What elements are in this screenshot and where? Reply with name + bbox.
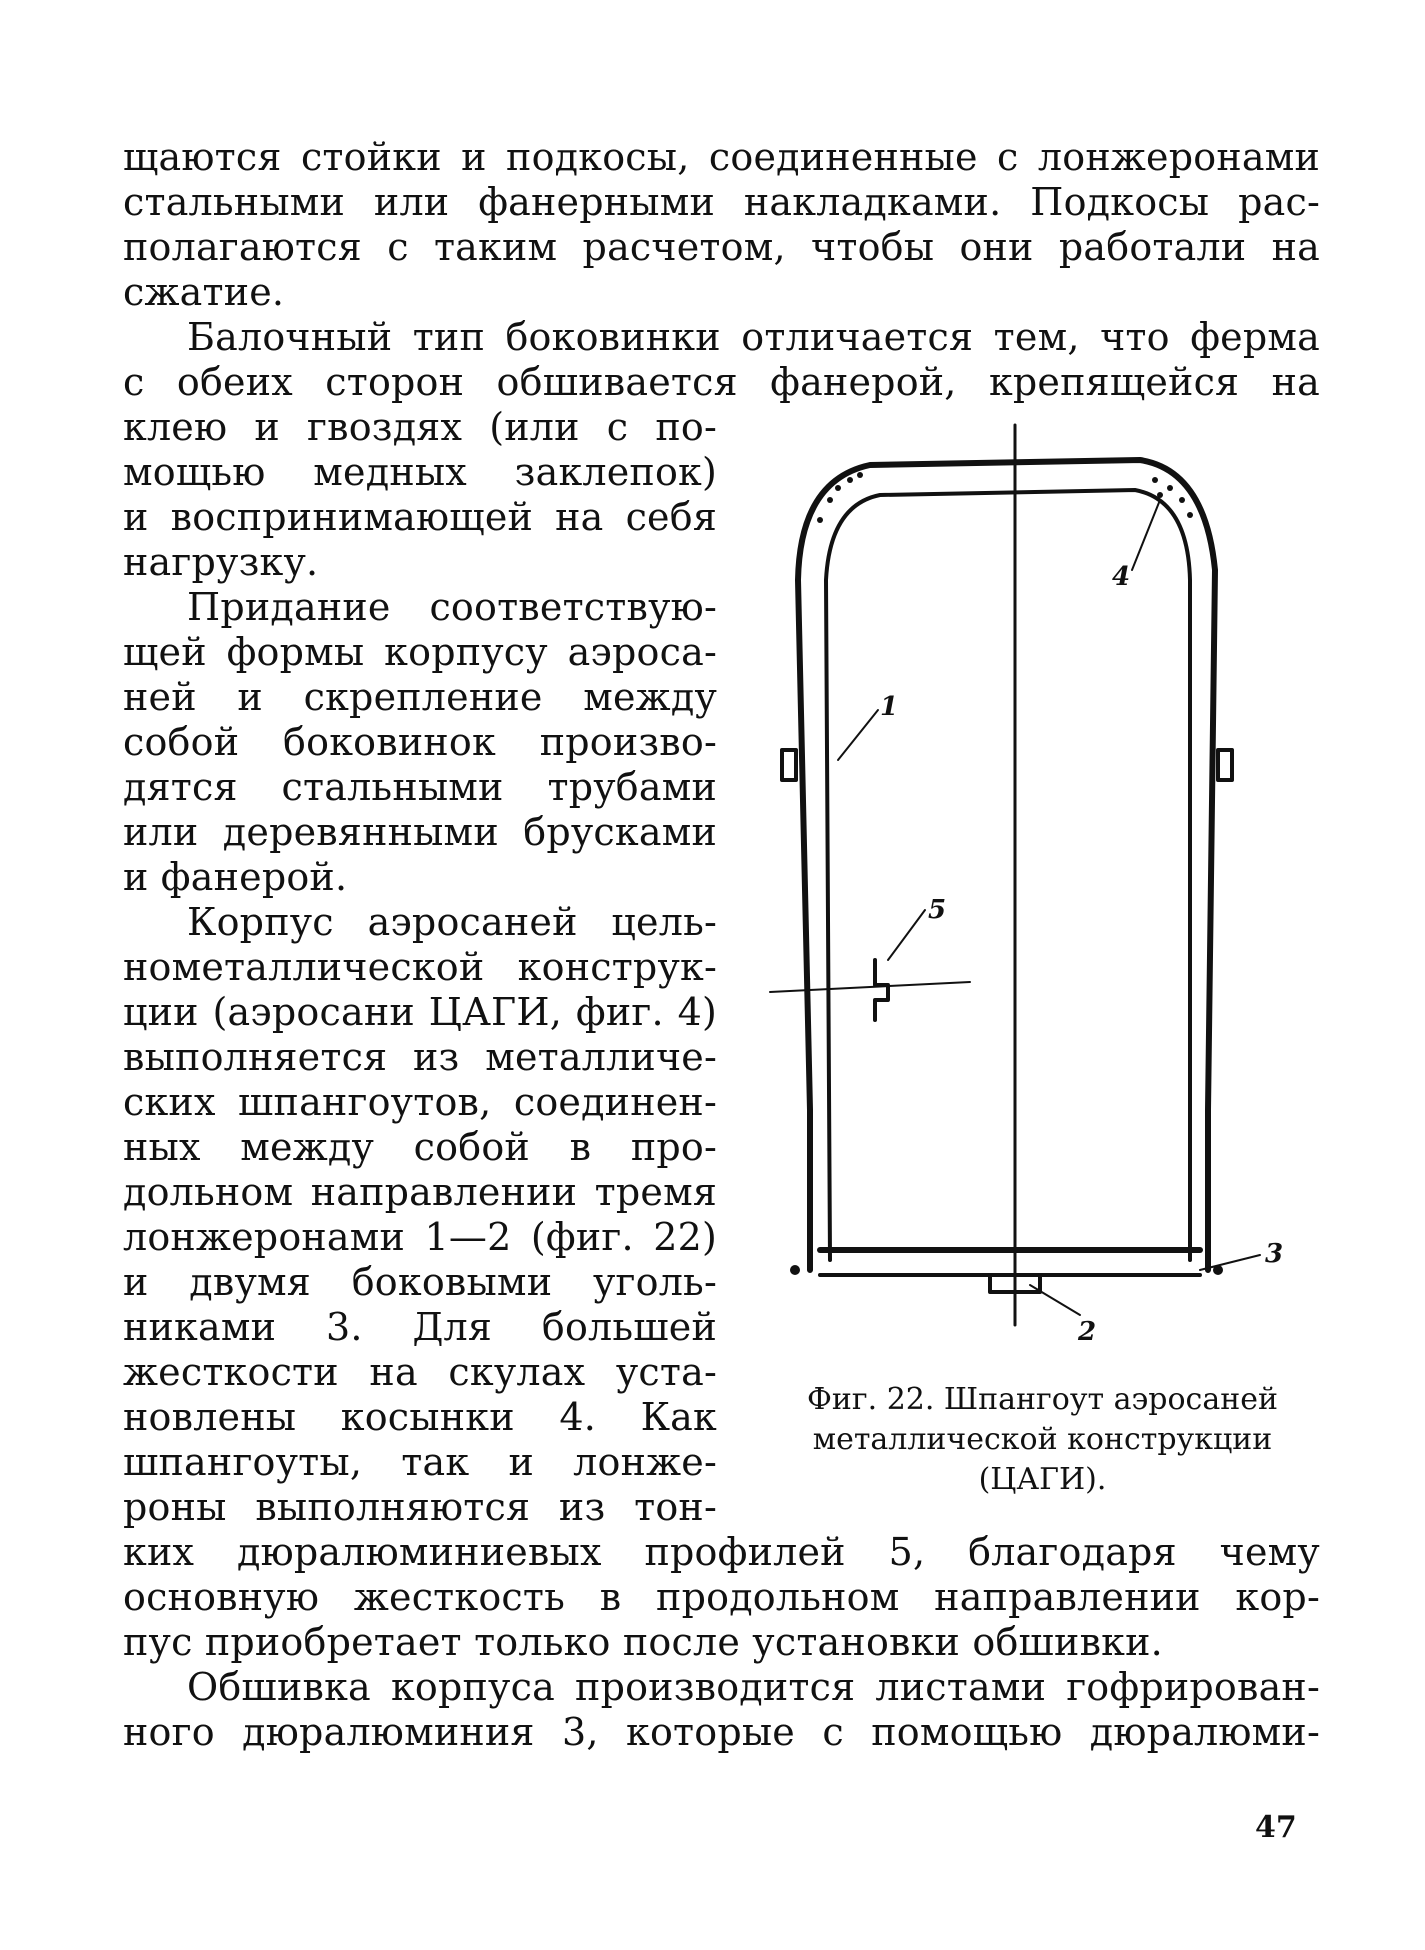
- text-line: дольном направлении тремя: [123, 1170, 717, 1214]
- caption-line: (ЦАГИ).: [978, 1462, 1107, 1497]
- text-line: щей формы корпусу аэроса-: [123, 630, 717, 674]
- label-1: 1: [880, 692, 899, 722]
- text-line: Обшивка корпуса производится листами гофрирован-: [187, 1665, 1320, 1709]
- frame-figure: [760, 420, 1320, 1350]
- figure-caption: [755, 1380, 1330, 1500]
- caption-line: Фиг. 22. Шпангоут аэросаней: [807, 1382, 1278, 1417]
- text-line: жесткости на скулах уста-: [123, 1350, 717, 1394]
- caption-line: металлической конструкции: [812, 1422, 1273, 1457]
- text-line: Придание соответствую-: [187, 585, 717, 629]
- text-line: нагрузку.: [123, 540, 319, 584]
- text-line: стальными или фанерными накладками. Подкосы рас-: [123, 180, 1320, 224]
- page-number: 47: [1255, 1810, 1297, 1845]
- text-line: нометаллической конструк-: [123, 945, 717, 989]
- text-line: выполняется из металличе-: [123, 1035, 717, 1079]
- text-line: щаются стойки и подкосы, соединенные с лонжеронами: [123, 135, 1320, 179]
- text-line: с обеих сторон обшивается фанерой, крепящейся на: [123, 360, 1320, 404]
- text-line: собой боковинок произво-: [123, 720, 717, 764]
- text-line: роны выполняются из тон-: [123, 1485, 717, 1529]
- text-line: и воспринимающей на себя: [123, 495, 717, 539]
- text-line: и фанерой.: [123, 855, 348, 899]
- text-line: и двумя боковыми уголь-: [123, 1260, 717, 1304]
- text-line: Корпус аэросаней цель-: [187, 900, 717, 944]
- text-line: никами 3. Для большей: [123, 1305, 717, 1349]
- text-line: мощью медных заклепок): [123, 450, 717, 494]
- label-3: 3: [1265, 1239, 1284, 1269]
- text-line: дятся стальными трубами: [123, 765, 717, 809]
- label-2: 2: [1078, 1317, 1097, 1347]
- text-line: ней и скрепление между: [123, 675, 717, 719]
- text-line: клею и гвоздях (или с по-: [123, 405, 717, 449]
- text-line: или деревянными брусками: [123, 810, 717, 854]
- label-5: 5: [928, 895, 947, 925]
- text-line: полагаются с таким расчетом, чтобы они работали на: [123, 225, 1320, 269]
- text-line: шпангоуты, так и лонже-: [123, 1440, 717, 1484]
- text-line: новлены косынки 4. Как: [123, 1395, 717, 1439]
- label-4: 4: [1112, 562, 1131, 592]
- text-line: Балочный тип боковинки отличается тем, что ферма: [187, 315, 1320, 359]
- text-line: ских шпангоутов, соединен-: [123, 1080, 717, 1124]
- text-line: основную жесткость в продольном направлении кор-: [123, 1575, 1320, 1619]
- text-line: ного дюралюминия 3, которые с помощью дюралюми-: [123, 1710, 1320, 1754]
- text-line: ции (аэросани ЦАГИ, фиг. 4): [123, 990, 717, 1034]
- text-line: лонжеронами 1—2 (фиг. 22): [123, 1215, 717, 1259]
- text-line: пус приобретает только после установки обшивки.: [123, 1620, 1163, 1664]
- text-line: ких дюралюминиевых профилей 5, благодаря чему: [123, 1530, 1320, 1574]
- text-line: сжатие.: [123, 270, 285, 314]
- text-line: ных между собой в про-: [123, 1125, 717, 1169]
